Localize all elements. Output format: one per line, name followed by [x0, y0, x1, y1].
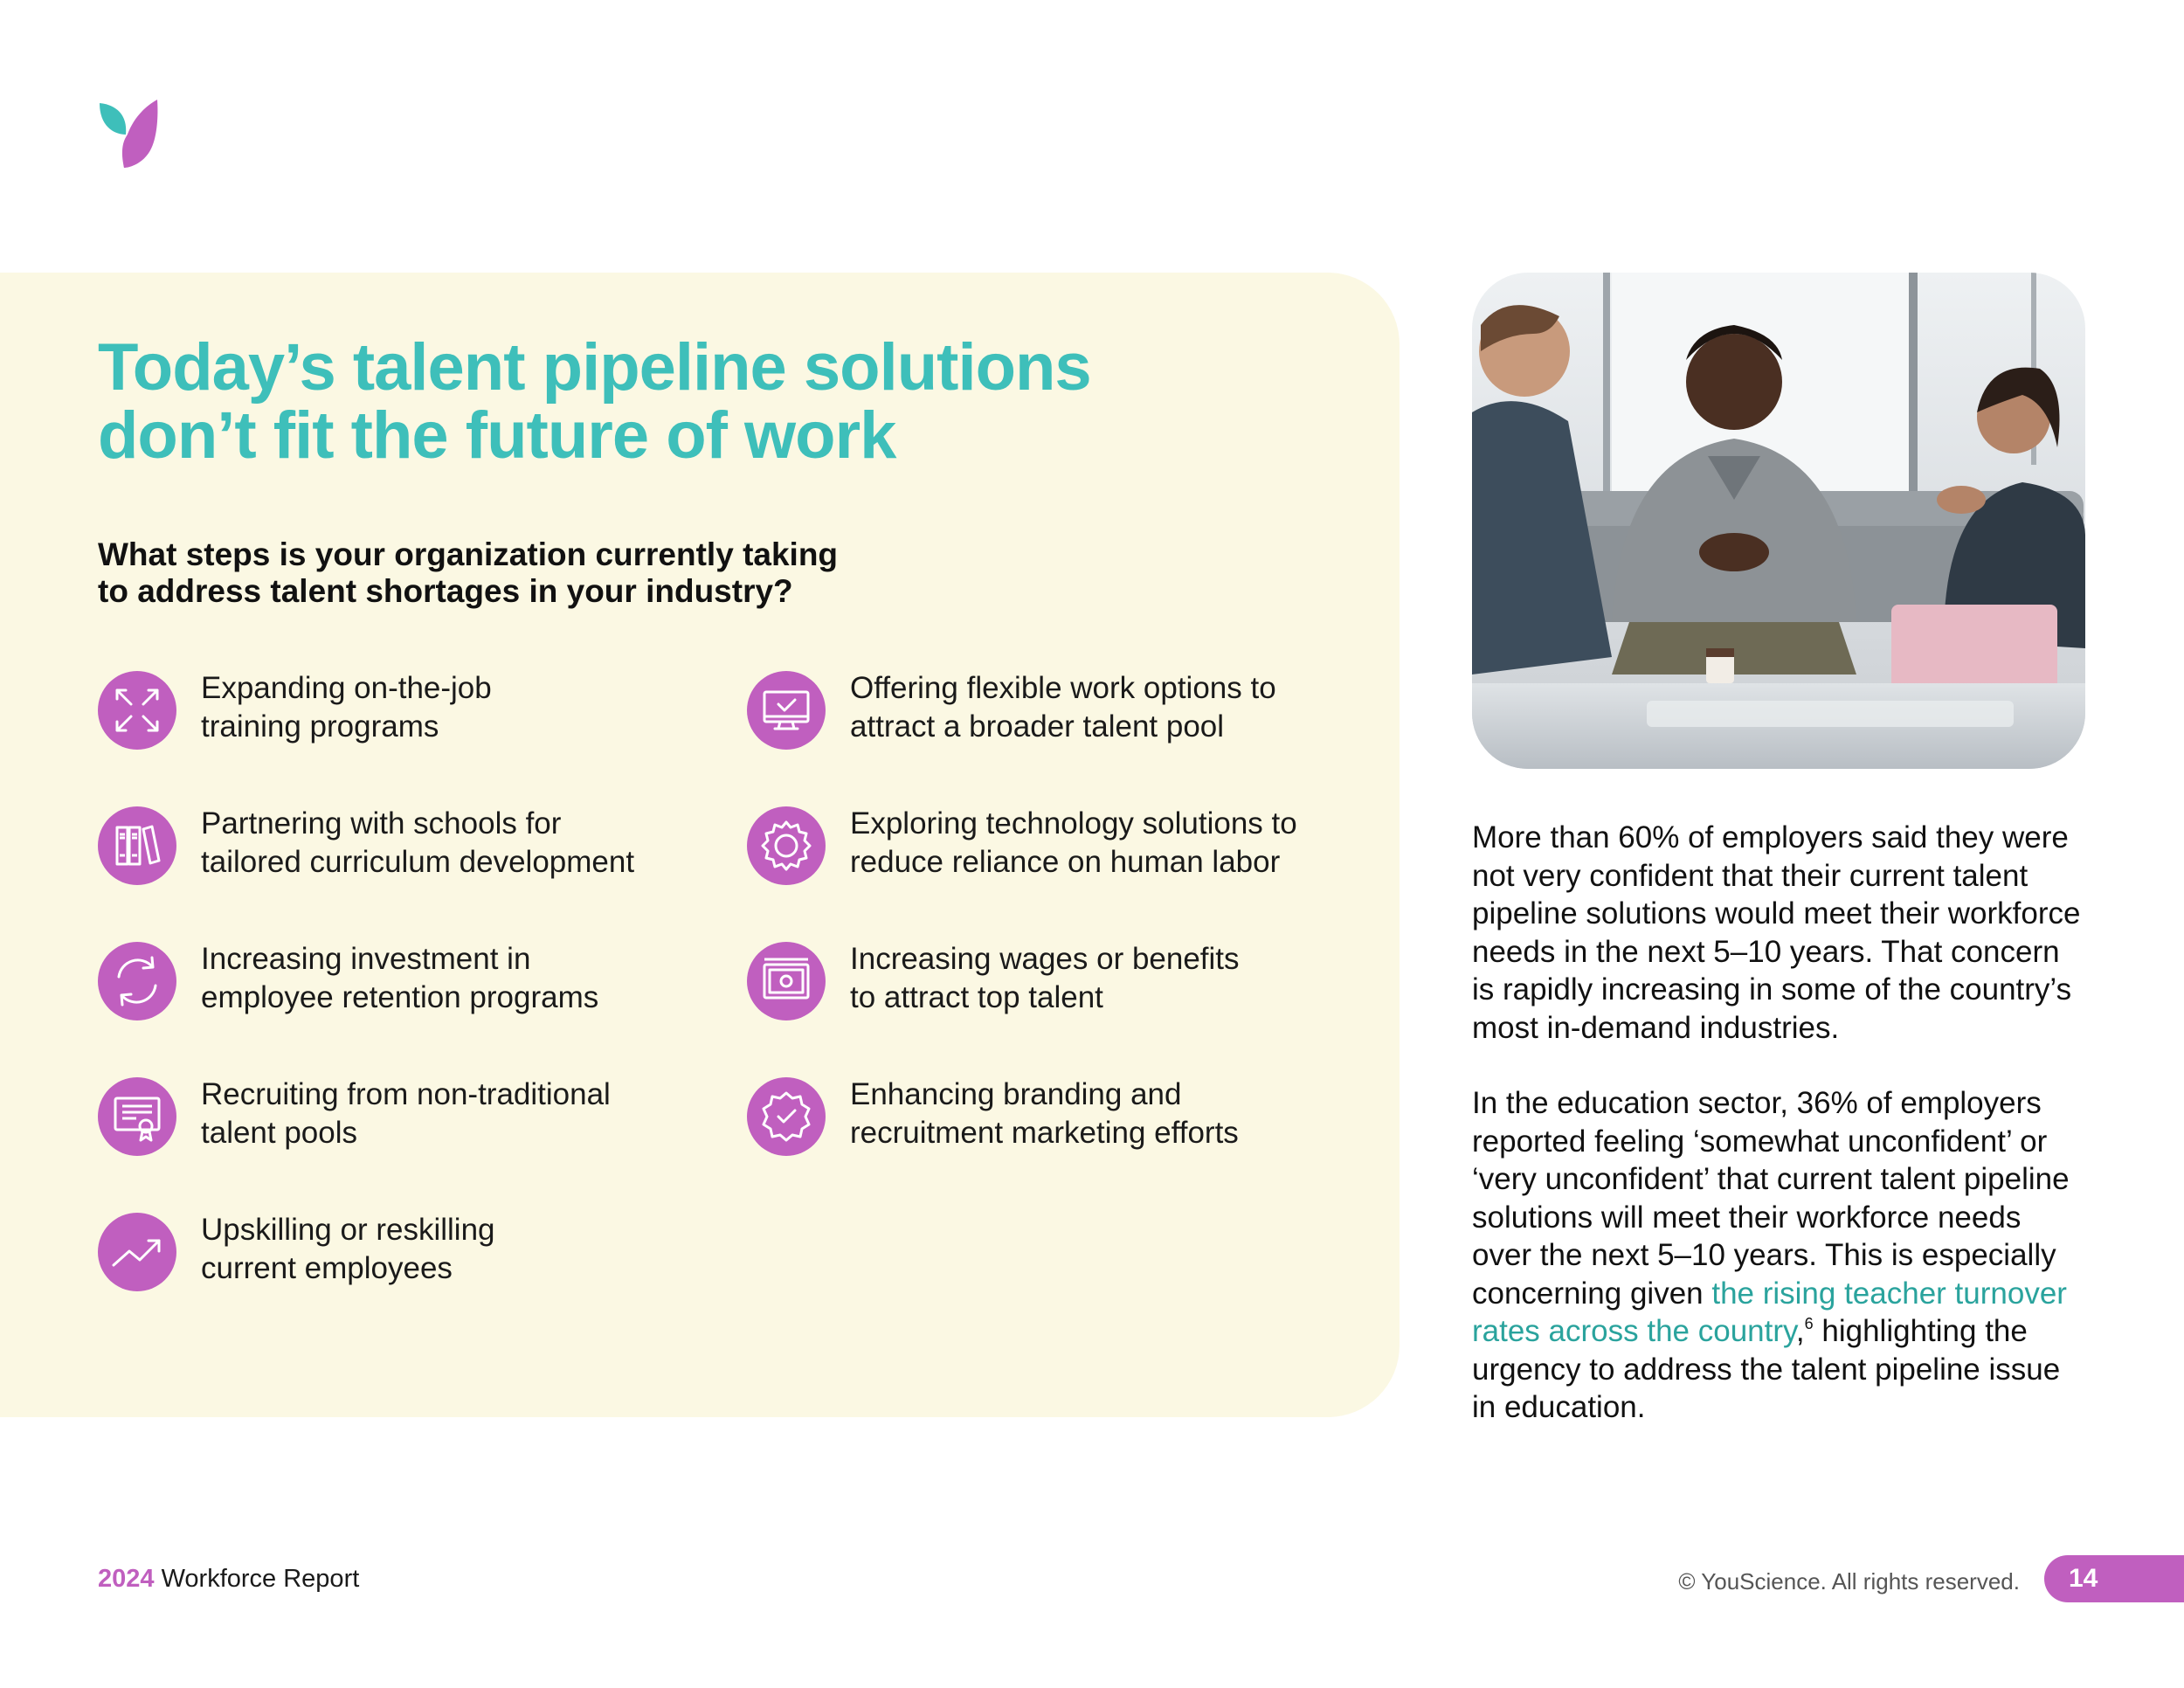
- paragraph-line: More than 60% of employers said they were: [1472, 820, 2069, 854]
- people-meeting-photo: [1472, 273, 2085, 769]
- survey-question: [98, 536, 1059, 610]
- refresh-cycle-icon: [98, 942, 176, 1020]
- paragraph-line: [1472, 1275, 2101, 1313]
- item-text-line: tailored curriculum development: [201, 845, 635, 879]
- title-line: Today’s talent pipeline solutions: [98, 330, 1091, 405]
- item-text-line: reduce reliance on human labor: [850, 845, 1281, 879]
- paragraph-line: [1472, 1312, 2101, 1351]
- title-line: don’t fit the future of work: [98, 398, 896, 473]
- paragraph-line: most in-demand industries.: [1472, 1010, 1840, 1045]
- books-icon: [98, 806, 176, 885]
- item-text-line: talent pools: [201, 1116, 358, 1150]
- paragraph-education: [1472, 1084, 2101, 1427]
- item-text-line: attract a broader talent pool: [850, 709, 1225, 744]
- paragraph-line: ‘very unconfident’ that current talent pipeline: [1472, 1162, 2070, 1196]
- paragraph-line: In the education sector, 36% of employers: [1472, 1086, 2042, 1120]
- item-text-line: recruitment marketing efforts: [850, 1116, 1239, 1150]
- page-title: [98, 330, 1234, 473]
- verified-badge-icon: [747, 1077, 826, 1156]
- gear-icon: [747, 806, 826, 885]
- item-text-line: training programs: [201, 709, 439, 744]
- comma: ,: [1795, 1314, 1805, 1348]
- report-year: 2024: [98, 1565, 155, 1593]
- item-text-line: Offering flexible work options to: [850, 671, 1276, 705]
- paragraph-line: in education.: [1472, 1390, 1646, 1424]
- item-text-line: Increasing investment in: [201, 942, 531, 976]
- paragraph-confidence: [1472, 819, 2101, 1047]
- paragraph-line: over the next 5–10 years. This is especially: [1472, 1238, 2056, 1272]
- teacher-turnover-link-cont[interactable]: rates across the country: [1472, 1314, 1796, 1348]
- teacher-turnover-link[interactable]: the rising teacher turnover: [1711, 1276, 2067, 1311]
- paragraph-line: pipeline solutions would meet their workforce: [1472, 896, 2081, 930]
- money-bill-icon: [747, 942, 826, 1020]
- item-text-line: current employees: [201, 1251, 453, 1285]
- footnote-marker: 6: [1804, 1315, 1814, 1332]
- item-text-line: Expanding on-the-job: [201, 671, 492, 705]
- paragraph-line: urgency to address the talent pipeline issue: [1472, 1352, 2061, 1387]
- paragraph-text: highlighting the: [1813, 1314, 2028, 1348]
- certificate-icon: [98, 1077, 176, 1156]
- report-name: [98, 1565, 359, 1594]
- item-text-line: Upskilling or reskilling: [201, 1213, 495, 1247]
- item-text-line: to attract top talent: [850, 980, 1103, 1014]
- item-text-line: Partnering with schools for: [201, 806, 562, 841]
- paragraph-line: reported feeling ‘somewhat unconfident’ or: [1472, 1124, 2048, 1159]
- monitor-check-icon: [747, 671, 826, 750]
- expand-arrows-icon: [98, 671, 176, 750]
- paragraph-line: solutions will meet their workforce needs: [1472, 1200, 2022, 1235]
- paragraph-text: concerning given: [1472, 1276, 1712, 1311]
- trending-up-icon: [98, 1213, 176, 1291]
- question-line: What steps is your organization currently taking: [98, 536, 839, 572]
- youscience-logo-icon: [98, 98, 159, 169]
- item-text-line: Recruiting from non-traditional: [201, 1077, 611, 1111]
- report-title: Workforce Report: [154, 1565, 360, 1593]
- page-number: 14: [2044, 1555, 2184, 1602]
- paragraph-line: is rapidly increasing in some of the country’s: [1472, 972, 2072, 1007]
- copyright-notice: © YouScience. All rights reserved.: [1678, 1568, 2020, 1595]
- item-text-line: Increasing wages or benefits: [850, 942, 1240, 976]
- item-text-line: Exploring technology solutions to: [850, 806, 1297, 841]
- question-line: to address talent shortages in your industry?: [98, 573, 793, 609]
- paragraph-line: not very confident that their current talent: [1472, 858, 2028, 893]
- item-text-line: employee retention programs: [201, 980, 599, 1014]
- paragraph-line: needs in the next 5–10 years. That concern: [1472, 934, 2060, 969]
- item-text-line: Enhancing branding and: [850, 1077, 1182, 1111]
